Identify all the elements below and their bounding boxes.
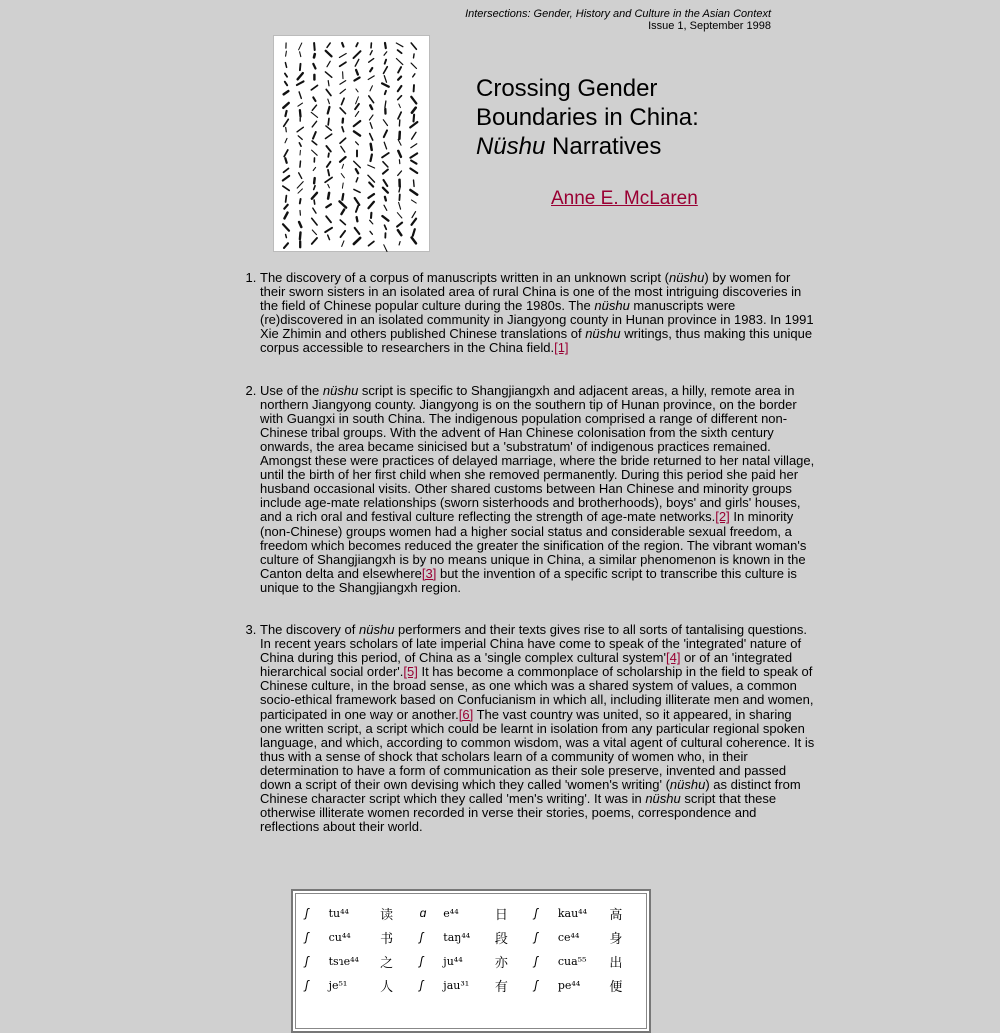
script-stroke bbox=[398, 86, 402, 91]
italic-term: nüshu bbox=[645, 791, 680, 806]
script-stroke bbox=[368, 165, 375, 168]
script-stroke bbox=[326, 51, 332, 57]
script-stroke bbox=[356, 70, 358, 75]
romanization: jau³¹ bbox=[443, 973, 495, 997]
script-stroke bbox=[298, 189, 302, 193]
title-nushu-word: Nüshu bbox=[476, 133, 545, 160]
script-stroke bbox=[414, 54, 415, 58]
script-stroke bbox=[299, 222, 301, 227]
script-stroke bbox=[328, 235, 330, 240]
script-stroke bbox=[356, 43, 358, 46]
script-stroke bbox=[300, 161, 301, 167]
script-stroke bbox=[385, 91, 386, 94]
script-stroke bbox=[284, 168, 289, 172]
footnote-link-1[interactable]: [1] bbox=[554, 340, 568, 355]
paragraph-1 bbox=[260, 271, 816, 356]
romanization: ce⁴⁴ bbox=[558, 925, 610, 949]
script-stroke bbox=[286, 128, 287, 132]
script-stroke bbox=[313, 132, 316, 139]
script-stroke bbox=[371, 155, 372, 162]
chinese-character: 便 bbox=[609, 973, 649, 997]
script-stroke bbox=[370, 231, 372, 234]
script-stroke bbox=[354, 189, 360, 192]
script-stroke bbox=[286, 235, 287, 238]
script-stroke bbox=[354, 131, 360, 135]
script-stroke bbox=[385, 101, 386, 108]
script-stroke bbox=[340, 201, 347, 207]
script-stroke bbox=[370, 68, 372, 71]
nushu-glyph: ʃ bbox=[420, 925, 444, 949]
text: In minority (non-Chinese) groups women had a higher social status and considerable sexual freedom, a freedom which becomes reduced the greater the sinification of the region. The vibrant woman's culture of Shangjiangxh is by no means unique in China, a similar phenomenon is known in the Canton delta and elsewhere bbox=[260, 509, 806, 580]
chinese-character: 之 bbox=[380, 949, 419, 973]
italic-term: nüshu bbox=[670, 777, 705, 792]
script-stroke bbox=[326, 146, 330, 152]
script-stroke bbox=[369, 115, 373, 120]
script-stroke bbox=[313, 167, 315, 170]
character-row bbox=[305, 949, 649, 973]
script-stroke bbox=[328, 107, 330, 114]
text: but the invention of a specific script to transcribe this culture is unique to the Shangjiangxh region. bbox=[260, 566, 797, 595]
italic-term: nüshu bbox=[585, 326, 620, 341]
journal-issue: Issue 1, September 1998 bbox=[465, 20, 771, 32]
script-stroke bbox=[399, 187, 400, 192]
chinese-character: 出 bbox=[609, 949, 649, 973]
script-stroke bbox=[314, 178, 315, 183]
script-stroke bbox=[299, 43, 302, 50]
script-stroke bbox=[341, 231, 346, 237]
script-stroke bbox=[356, 142, 359, 145]
footnote-link-5[interactable]: [5] bbox=[403, 664, 417, 679]
script-stroke bbox=[397, 213, 402, 218]
script-stroke bbox=[297, 182, 303, 189]
script-stroke bbox=[357, 217, 358, 221]
script-stroke bbox=[328, 81, 329, 86]
script-stroke bbox=[299, 92, 301, 99]
script-stroke bbox=[300, 232, 301, 239]
script-stroke bbox=[383, 170, 388, 174]
script-stroke bbox=[411, 43, 416, 49]
chinese-character: 日 bbox=[495, 901, 534, 925]
script-stroke bbox=[398, 96, 402, 100]
text: script that these otherwise illiterate women recorded in verse their stories, poems, correspondence and reflections about their world. bbox=[260, 791, 776, 834]
script-stroke bbox=[314, 54, 315, 57]
script-stroke bbox=[410, 122, 417, 127]
script-stroke bbox=[410, 190, 417, 195]
script-stroke bbox=[370, 123, 372, 129]
script-stroke bbox=[369, 59, 374, 63]
script-stroke bbox=[398, 77, 401, 80]
nushu-glyph: ʃ bbox=[534, 973, 558, 997]
nushu-glyph: ʃ bbox=[534, 901, 558, 925]
script-stroke bbox=[370, 86, 372, 91]
romanization: taŋ⁴⁴ bbox=[443, 925, 495, 949]
script-stroke bbox=[368, 194, 374, 198]
script-stroke bbox=[328, 119, 329, 125]
author-link[interactable]: Anne E. McLaren bbox=[551, 188, 698, 210]
script-stroke bbox=[298, 136, 302, 140]
script-stroke bbox=[410, 169, 417, 174]
text: The vast country was united, so it appeared, in sharing one written script, a script which could be learnt in isolation from any particular regional spoken language, and which, according to common wisdom, was a vital agent of cultural coherence. It is thus with a sense of shock that scholars learn of a community of women who, in their determination to have a form of communication as their sole preserve, invented and passed down a script of their own devising which they called 'women's writing' ( bbox=[260, 707, 814, 792]
script-stroke bbox=[384, 130, 387, 137]
script-stroke bbox=[368, 76, 374, 80]
script-stroke bbox=[384, 52, 387, 55]
journal-title: Intersections: Gender, History and Culture in the Asian Context bbox=[465, 8, 771, 20]
script-stroke bbox=[313, 208, 316, 213]
script-stroke bbox=[325, 177, 332, 182]
script-stroke bbox=[312, 141, 317, 145]
script-stroke bbox=[326, 90, 331, 96]
text: Use of the bbox=[260, 383, 323, 398]
script-stroke bbox=[285, 63, 286, 68]
nushu-glyph: ɑ bbox=[420, 901, 444, 925]
script-stroke bbox=[311, 112, 317, 117]
script-stroke bbox=[340, 62, 346, 66]
script-stroke bbox=[384, 245, 387, 252]
script-stroke bbox=[312, 150, 318, 155]
script-stroke bbox=[283, 176, 289, 181]
romanization: tu⁴⁴ bbox=[329, 901, 381, 925]
script-stroke bbox=[314, 43, 315, 50]
script-stroke bbox=[413, 229, 415, 236]
script-stroke bbox=[326, 126, 331, 130]
chinese-character: 人 bbox=[380, 973, 419, 997]
script-stroke bbox=[328, 184, 330, 187]
script-stroke bbox=[354, 51, 361, 58]
script-stroke bbox=[311, 85, 317, 90]
script-stroke bbox=[370, 134, 373, 141]
romanization: e⁴⁴ bbox=[443, 901, 495, 925]
nushu-manuscript-image bbox=[273, 35, 430, 252]
italic-term: nüshu bbox=[669, 270, 704, 285]
script-stroke bbox=[398, 171, 402, 175]
script-stroke bbox=[411, 200, 416, 203]
script-stroke bbox=[356, 206, 358, 212]
script-stroke bbox=[411, 161, 416, 164]
script-stroke bbox=[328, 99, 330, 104]
script-stroke bbox=[384, 142, 386, 149]
romanization: pe⁴⁴ bbox=[558, 973, 610, 997]
script-stroke bbox=[369, 183, 373, 187]
script-stroke bbox=[340, 81, 346, 85]
script-stroke bbox=[283, 186, 289, 190]
script-stroke bbox=[285, 74, 287, 77]
script-stroke bbox=[340, 108, 345, 114]
script-stroke bbox=[354, 161, 361, 168]
script-stroke bbox=[326, 216, 331, 222]
script-stroke bbox=[342, 241, 344, 247]
script-stroke bbox=[412, 108, 416, 113]
script-stroke bbox=[384, 180, 388, 186]
character-row bbox=[305, 973, 649, 997]
script-stroke bbox=[398, 67, 401, 73]
script-stroke bbox=[355, 198, 360, 205]
nushu-glyph: ʃ bbox=[305, 973, 329, 997]
script-stroke bbox=[326, 204, 331, 207]
script-stroke bbox=[382, 216, 388, 221]
script-stroke bbox=[313, 64, 315, 69]
script-stroke bbox=[325, 72, 331, 77]
text: The discovery of bbox=[260, 622, 359, 637]
script-stroke bbox=[328, 170, 329, 176]
script-stroke bbox=[285, 158, 286, 163]
manuscript-script-columns bbox=[273, 35, 430, 252]
script-stroke bbox=[413, 74, 415, 77]
script-stroke bbox=[340, 89, 345, 93]
italic-term: nüshu bbox=[594, 298, 629, 313]
chinese-character: 有 bbox=[495, 973, 534, 997]
script-stroke bbox=[312, 193, 317, 199]
script-stroke bbox=[297, 81, 304, 85]
text: The discovery of a corpus of manuscripts written in an unknown script ( bbox=[260, 270, 669, 285]
romanization: kau⁴⁴ bbox=[558, 901, 610, 925]
nushu-glyph: ʃ bbox=[305, 949, 329, 973]
text: It has become a commonplace of scholarship in the field to speak of Chinese culture, in the broad sense, as one which was a shared system of values, a common socio-ethical framework based on Confucianism in which all, including illiterate men and women, participated in one way or another. bbox=[260, 664, 814, 721]
article-title bbox=[476, 74, 699, 161]
script-stroke bbox=[398, 151, 401, 157]
script-stroke bbox=[355, 104, 359, 109]
script-stroke bbox=[411, 63, 416, 68]
script-stroke bbox=[385, 60, 386, 64]
text: ) by women for their sworn sisters in an isolated area of rural China is one of the most intriguing discoveries in the field of Chinese popular culture during the 1980s. The bbox=[260, 270, 801, 313]
script-stroke bbox=[328, 153, 329, 157]
script-stroke bbox=[412, 238, 416, 244]
script-stroke bbox=[369, 96, 374, 103]
script-stroke bbox=[398, 50, 402, 53]
script-stroke bbox=[398, 140, 401, 146]
footnote-link-2[interactable]: [2] bbox=[715, 509, 729, 524]
script-stroke bbox=[340, 220, 345, 225]
script-stroke bbox=[369, 241, 374, 245]
script-stroke bbox=[342, 98, 345, 104]
script-stroke bbox=[312, 105, 316, 110]
script-stroke bbox=[398, 112, 401, 119]
script-stroke bbox=[412, 219, 417, 225]
script-stroke bbox=[326, 134, 332, 138]
script-stroke bbox=[384, 76, 386, 83]
script-stroke bbox=[298, 103, 303, 106]
nushu-glyph: ʃ bbox=[534, 949, 558, 973]
script-stroke bbox=[284, 243, 288, 248]
script-stroke bbox=[385, 43, 386, 48]
chinese-character: 高 bbox=[609, 901, 649, 925]
script-stroke bbox=[355, 59, 359, 66]
script-stroke bbox=[396, 59, 402, 65]
footnote-link-4[interactable]: [4] bbox=[666, 650, 680, 665]
script-stroke bbox=[354, 78, 359, 81]
script-stroke bbox=[284, 91, 289, 94]
article-paragraphs bbox=[220, 271, 816, 862]
script-stroke bbox=[370, 105, 372, 109]
nushu-glyph: ʃ bbox=[420, 973, 444, 997]
script-stroke bbox=[356, 97, 359, 104]
romanization: cua⁵⁵ bbox=[558, 949, 610, 973]
script-stroke bbox=[369, 202, 374, 208]
script-stroke bbox=[340, 157, 346, 162]
romanization: je⁵¹ bbox=[329, 973, 381, 997]
script-stroke bbox=[300, 64, 301, 70]
nushu-glyph: ʃ bbox=[305, 901, 329, 925]
character-row bbox=[305, 901, 649, 925]
paragraph-3 bbox=[260, 623, 816, 834]
script-stroke bbox=[356, 89, 358, 92]
script-stroke bbox=[411, 97, 416, 104]
script-stroke bbox=[300, 110, 301, 116]
nushu-glyph: ʃ bbox=[420, 949, 444, 973]
journal-header bbox=[465, 8, 771, 32]
script-stroke bbox=[328, 193, 329, 199]
script-stroke bbox=[283, 224, 289, 230]
script-stroke bbox=[342, 127, 344, 132]
script-stroke bbox=[297, 127, 303, 132]
text: writings, thus making this unique corpus accessible to researchers in the China field. bbox=[260, 326, 812, 355]
script-stroke bbox=[382, 153, 389, 157]
script-stroke bbox=[399, 104, 401, 108]
script-stroke bbox=[412, 212, 416, 218]
script-stroke bbox=[339, 54, 346, 58]
script-stroke bbox=[340, 138, 346, 143]
script-stroke bbox=[314, 200, 315, 204]
script-stroke bbox=[300, 199, 301, 204]
script-stroke bbox=[284, 205, 287, 209]
script-stroke bbox=[285, 82, 287, 86]
script-stroke bbox=[299, 143, 301, 146]
script-stroke bbox=[411, 144, 417, 148]
script-stroke bbox=[384, 67, 388, 74]
script-stroke bbox=[385, 225, 387, 229]
script-stroke bbox=[312, 218, 317, 225]
title-line-1: Crossing Gender bbox=[476, 75, 657, 102]
script-stroke bbox=[341, 174, 344, 178]
script-stroke bbox=[397, 223, 402, 227]
script-stroke bbox=[396, 43, 403, 47]
script-stroke bbox=[284, 119, 289, 126]
title-line-2: Boundaries in China: bbox=[476, 104, 699, 131]
script-stroke bbox=[284, 150, 288, 157]
script-stroke bbox=[286, 196, 287, 202]
script-stroke bbox=[412, 132, 416, 139]
script-stroke bbox=[354, 121, 361, 126]
script-stroke bbox=[355, 112, 358, 117]
script-stroke bbox=[410, 153, 417, 157]
italic-term: nüshu bbox=[359, 622, 394, 637]
footnote-link-6[interactable]: [6] bbox=[459, 707, 473, 722]
romanization: cu⁴⁴ bbox=[329, 925, 381, 949]
script-stroke bbox=[384, 205, 387, 210]
script-stroke bbox=[398, 230, 401, 235]
script-stroke bbox=[356, 178, 358, 182]
script-stroke bbox=[356, 169, 358, 173]
script-stroke bbox=[354, 238, 360, 244]
script-stroke bbox=[286, 51, 287, 56]
script-stroke bbox=[370, 51, 372, 55]
script-stroke bbox=[312, 238, 317, 244]
chinese-character: 段 bbox=[495, 925, 534, 949]
script-stroke bbox=[299, 173, 302, 179]
script-stroke bbox=[312, 121, 316, 127]
script-stroke bbox=[285, 111, 286, 116]
script-stroke bbox=[327, 162, 331, 167]
script-stroke bbox=[313, 97, 315, 101]
script-stroke bbox=[342, 164, 343, 168]
script-stroke bbox=[298, 73, 303, 79]
script-stroke bbox=[312, 230, 316, 235]
text: script is specific to Shangjiangxh and adjacent areas, a hilly, remote area in northern Jiangyong county. Jiangyong is on the southern tip of Hunan province, on the border with Guangxi in south China. The indigenous population comprised a range of different non-Chinese tribal groups. With the advent of Han Chinese colonisation from the sixth century onwards, the area became sinicised but a 'substratum' of indigenous practices remained. Amongst these were practices of delayed marriage, where the bride returned to her natal village, until the birth of her first child when she removed permanently. During this period she paid her husband occasional visits. Other shared customs between Han Chinese and minority groups include age-mate relationships (sworn sisterhoods and brotherhoods), boys' and girls' houses, and a rich oral and festival culture reflecting the strength of age-mate networks. bbox=[260, 383, 814, 525]
script-stroke bbox=[414, 180, 415, 186]
italic-term: nüshu bbox=[323, 383, 358, 398]
footnote-link-3[interactable]: [3] bbox=[422, 566, 436, 581]
script-stroke bbox=[383, 188, 388, 193]
script-stroke bbox=[399, 242, 400, 245]
nushu-glyph: ʃ bbox=[305, 925, 329, 949]
paragraph-2 bbox=[260, 384, 816, 595]
script-stroke bbox=[325, 228, 332, 232]
script-stroke bbox=[355, 228, 360, 234]
script-stroke bbox=[368, 175, 375, 182]
script-stroke bbox=[284, 213, 287, 219]
script-stroke bbox=[283, 103, 288, 108]
chinese-character: 亦 bbox=[495, 949, 534, 973]
chinese-character: 书 bbox=[380, 925, 419, 949]
script-stroke bbox=[399, 202, 401, 209]
chinese-character: 读 bbox=[380, 901, 419, 925]
text: performers and their texts gives rise to all sorts of tantalising questions. In recent years scholars of late imperial China have come to speak of the 'integrated' nature of China during this period, of China as a 'single complex cultural system' bbox=[260, 622, 807, 665]
chinese-character: 身 bbox=[609, 925, 649, 949]
script-stroke bbox=[383, 162, 388, 167]
script-stroke bbox=[383, 120, 387, 126]
script-stroke bbox=[327, 61, 330, 66]
romanization: tsɿe⁴⁴ bbox=[329, 949, 381, 973]
script-stroke bbox=[382, 83, 389, 86]
nushu-glyph: ʃ bbox=[534, 925, 558, 949]
script-stroke bbox=[342, 43, 343, 47]
script-stroke bbox=[327, 43, 330, 47]
text: ) as distinct from Chinese character script which they called 'men's writing'. It was in bbox=[260, 777, 801, 806]
text: manuscripts were (re)discovered in an isolated community in Jiangyong county in Hunan province in 1983. In 1991 Xie Zhimin and others published Chinese translations of bbox=[260, 298, 814, 341]
title-line-3-rest: Narratives bbox=[545, 133, 661, 160]
nushu-character-chart-image bbox=[291, 889, 651, 1033]
script-stroke bbox=[285, 138, 287, 142]
character-row bbox=[305, 925, 649, 949]
text: or of an 'integrated hierarchical social order'. bbox=[260, 650, 792, 679]
script-stroke bbox=[342, 194, 343, 200]
character-table bbox=[305, 901, 649, 997]
script-stroke bbox=[342, 183, 343, 188]
script-stroke bbox=[341, 210, 344, 215]
script-stroke bbox=[385, 197, 386, 201]
script-stroke bbox=[314, 186, 315, 190]
script-stroke bbox=[300, 52, 301, 57]
script-stroke bbox=[371, 144, 372, 150]
romanization: ju⁴⁴ bbox=[443, 949, 495, 973]
script-stroke bbox=[370, 220, 373, 224]
script-stroke bbox=[414, 115, 415, 122]
script-stroke bbox=[341, 146, 345, 152]
